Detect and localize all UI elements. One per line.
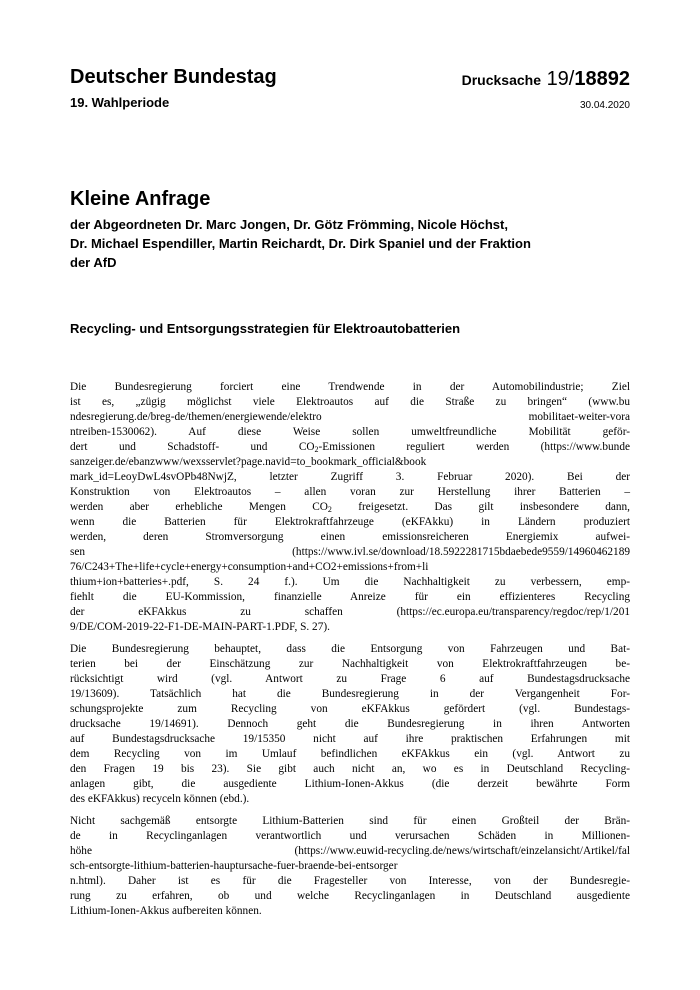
body-line: den Fragen 19 bis 23). Sie gibt auch nicht an, wo es in Deutschland Recycling- xyxy=(70,763,630,775)
body-line: Lithium-Ionen-Akkus aufbereiten können. xyxy=(70,905,262,917)
header-right xyxy=(462,66,630,113)
body-line: n.html). Daher ist es für die Fragesteller von Interesse, von der Bundesregie- xyxy=(70,875,630,887)
query-type-heading: Kleine Anfrage xyxy=(70,188,211,210)
body-line: sen (https://www.ivl.se/download/18.5922281715bdaebede9559/14960462189 xyxy=(70,546,630,558)
body-line: anlagen gibt, die ausgediente Lithium-Ionen-Akkus (die derzeit bewährte Form xyxy=(70,778,630,790)
body-line: Die Bundesregierung behauptet, dass die Entsorgung von Fahrzeugen und Bat- xyxy=(70,643,630,655)
body-line: schungsprojekte zum Recycling von eKFAkkus gefördert (vgl. Bundestags- xyxy=(70,703,630,715)
body-line: drucksache 19/14691). Dennoch geht die Bundesregierung in ihren Antworten xyxy=(70,718,630,730)
subject-heading: Recycling- und Entsorgungsstrategien für Elektroautobatterien xyxy=(70,321,461,336)
body-line: fiehlt die EU-Kommission, finanzielle Anreize für ein effizienteres Recycling xyxy=(70,591,630,603)
legislative-period: 19. Wahlperiode xyxy=(70,95,170,110)
body-line: auf Bundestagsdrucksache 19/15350 nicht auf ihre praktischen Erfahrungen mit xyxy=(70,733,630,745)
body-line: rung zu erfahren, ob und welche Recyclinganlagen in Deutschland ausgediente xyxy=(70,890,630,902)
body-line: dert und Schadstoff- und $CO_2$-Emissionen reguliert werden (https://www.bunde xyxy=(70,441,630,454)
body-line: 9/DE/COM-2019-22-F1-DE-MAIN-PART-1.PDF, S. 27). xyxy=(70,621,330,633)
body-paragraph xyxy=(70,380,630,635)
authors-line: der AfD xyxy=(70,255,117,270)
document-label: Drucksache xyxy=(461,72,541,88)
body-line: wenn die Batterien für Elektrokraftfahrzeuge (eKFAkku) in Ländern produziert xyxy=(70,516,630,528)
document-date: 30.04.2020 xyxy=(579,100,630,111)
body-line: Nicht sachgemäß entsorgte Lithium-Batterien sind für einen Großteil der Brän- xyxy=(70,815,630,827)
body-line: 19/13609). Tatsächlich hat die Bundesregierung in der Vergangenheit For- xyxy=(70,688,630,700)
body-line: mark_id=LeoyDwL4svOPb48NwjZ, letzter Zugriff 3. Februar 2020). Bei der xyxy=(70,471,630,483)
body-line: werden, deren Stromversorgung einen emissionsreicheren Energiemix aufwei- xyxy=(70,531,630,543)
body-line: höhe (https://www.euwid-recycling.de/news/wirtschaft/einzelansicht/Artikel/fal xyxy=(70,845,630,857)
authors-block xyxy=(70,215,630,272)
body-line: rücksichtigt wird (vgl. Antwort zu Frage 6 auf Bundestagsdrucksache xyxy=(70,673,630,685)
body-line: ndesregierung.de/breg-de/themen/energiewende/elektro mobilitaet-weiter-vora xyxy=(70,411,630,423)
body-text xyxy=(70,380,630,926)
publisher-title: Deutscher Bundestag xyxy=(70,66,277,88)
body-line: ist es, „zügig möglichst viele Elektroautos auf die Straße zu bringen“ (www.bu xyxy=(70,396,630,408)
body-line: der eKFAkkus zu schaffen (https://ec.europa.eu/transparency/regdoc/rep/1/201 xyxy=(70,606,630,618)
body-line: sanzeiger.de/ebanzwww/wexsservlet?page.navid=to_bookmark_official&book xyxy=(70,456,427,468)
body-line: 76/C243+The+life+cycle+energy+consumption+and+CO2+emissions+from+li xyxy=(70,561,429,573)
body-line: Die Bundesregierung forciert eine Trendwende in der Automobilindustrie; Ziel xyxy=(70,381,630,393)
body-line: dem Recycling von im Umlauf befindlichen eKFAkkus ein (vgl. Antwort zu xyxy=(70,748,630,760)
body-line: Konstruktion von Elektroautos – allen voran zur Herstellung ihrer Batterien – xyxy=(70,486,630,498)
authors-line: Dr. Michael Espendiller, Martin Reichardt, Dr. Dirk Spaniel und der Fraktion xyxy=(70,236,531,251)
body-line: ntreiben-1530062). Auf diese Weise sollen umweltfreundliche Mobilität geför- xyxy=(70,426,630,438)
authors-line: der Abgeordneten Dr. Marc Jongen, Dr. Götz Frömming, Nicole Höchst, xyxy=(70,217,508,232)
body-paragraph xyxy=(70,814,630,919)
body-line: terien bei der Einschätzung zur Nachhaltigkeit von Elektrokraftfahrzeugen be- xyxy=(70,658,630,670)
body-line: de in Recyclinganlagen verantwortlich und verursachen Schäden in Millionen- xyxy=(70,830,630,842)
header-left xyxy=(70,64,277,112)
document-number-prefix: 19/ xyxy=(546,68,575,90)
body-line: des eKFAkkus) recyceln können (ebd.). xyxy=(70,793,250,805)
document-number: 18892 xyxy=(574,68,630,90)
body-line: sch-entsorgte-lithium-batterien-hauptursache-fuer-braende-bei-entsorger xyxy=(70,860,398,872)
body-line: thium+ion+batteries+.pdf, S. 24 f.). Um die Nachhaltigkeit zu verbessern, emp- xyxy=(70,576,630,588)
body-paragraph xyxy=(70,642,630,807)
body-line: werden aber erhebliche Mengen $CO_2$ freigesetzt. Das gilt insbesondere dann, xyxy=(70,501,630,514)
document-number-line xyxy=(462,66,630,93)
